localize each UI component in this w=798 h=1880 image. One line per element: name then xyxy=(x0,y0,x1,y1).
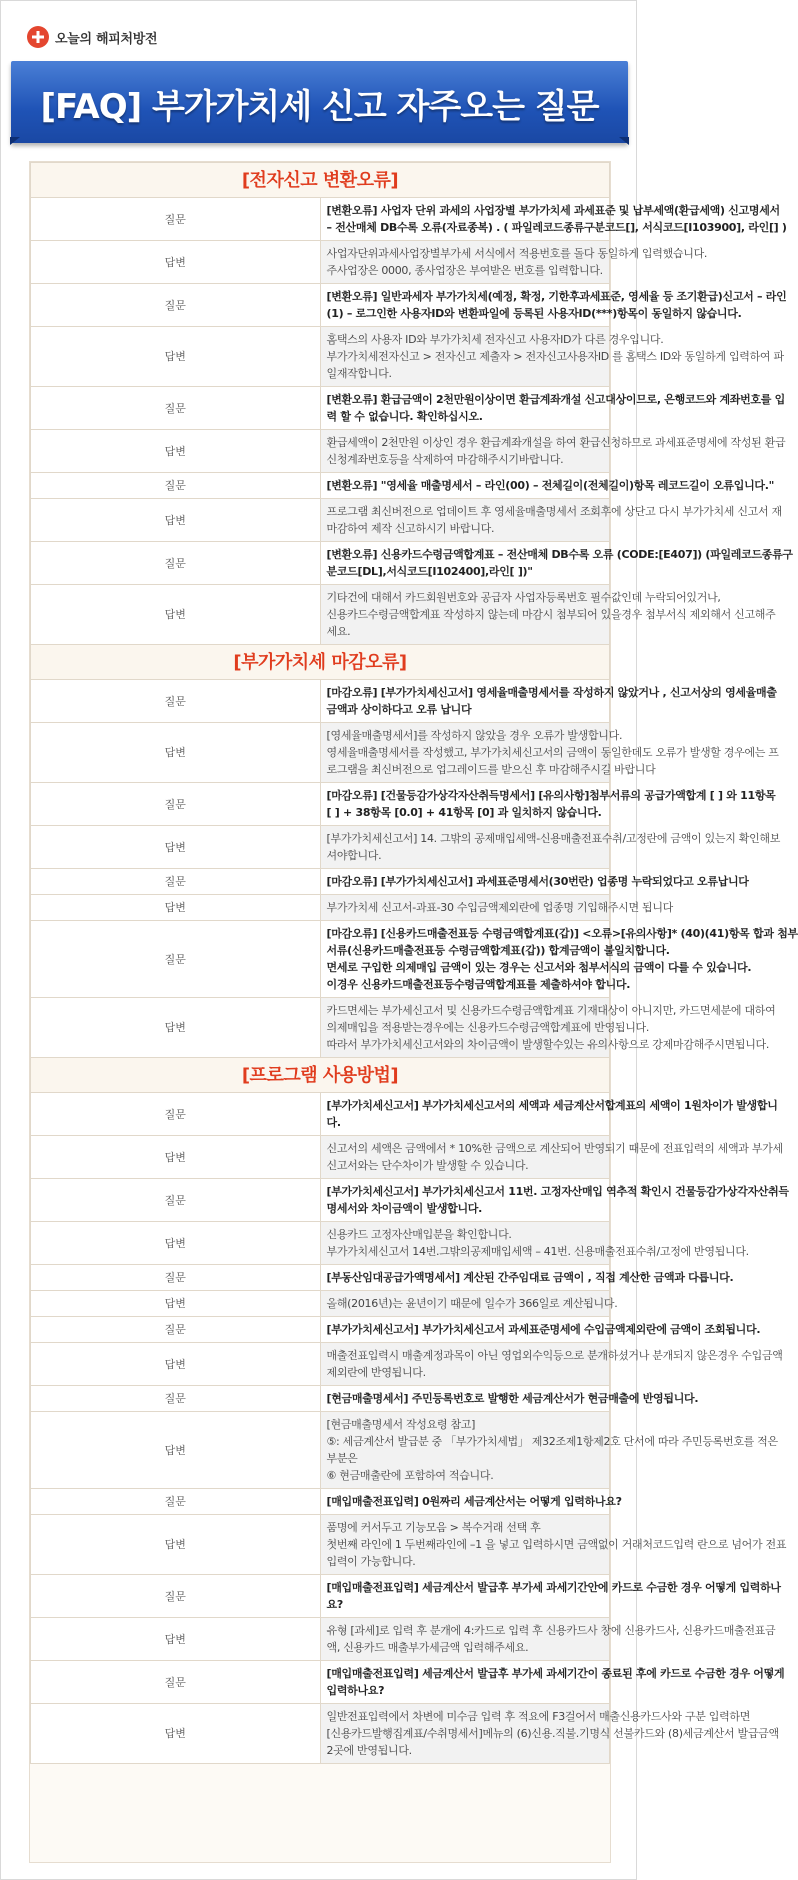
question-line: [변환오류] 환급금액이 2천만원이상이면 환급계좌개설 신고대상이므로, 은행코드와 계좌번호를 입 xyxy=(326,393,785,406)
question-text xyxy=(320,1179,789,1222)
answer-label: 답변 xyxy=(31,327,321,387)
question-text xyxy=(320,1489,622,1515)
question-row xyxy=(31,1386,610,1412)
question-text xyxy=(320,1265,734,1291)
question-row xyxy=(31,1317,610,1343)
answer-text xyxy=(320,430,786,473)
question-text xyxy=(320,542,793,585)
question-line: [매입매출전표입력] 세금계산서 발급후 부가세 과세기간이 종료된 후에 카드로 수금한 경우 어떻게 xyxy=(326,1667,785,1680)
answer-row xyxy=(31,998,610,1058)
question-line: 요? xyxy=(326,1598,343,1611)
answer-line: 유형 [과세]로 입력 후 분개에 4:카드로 입력 후 신용카드사 창에 신용카드사, 신용카드매출전표금 xyxy=(326,1624,776,1637)
question-text xyxy=(320,387,785,430)
question-line: 금액과 상이하다고 오류 납니다 xyxy=(326,703,472,716)
question-line: 다. xyxy=(326,1116,341,1129)
answer-text xyxy=(320,1704,779,1764)
answer-line: [신용카드발행집계표/수취명세서]메뉴의 (6)신용.직불.기명식 선불카드와 (8)세금계산서 발급금액 xyxy=(326,1727,779,1740)
answer-text xyxy=(320,1618,776,1661)
answer-line: 홈택스의 사용자 ID와 부가가치세 전자신고 사용자ID가 다른 경우입니다. xyxy=(326,333,664,346)
question-line: [매입매출전표입력] 0원짜리 세금계산서는 어떻게 입력하나요? xyxy=(326,1495,622,1508)
answer-line: 세요. xyxy=(326,625,351,638)
answer-text xyxy=(320,895,673,921)
answer-line: 품명에 커서두고 기능모음 > 복수거래 선택 후 xyxy=(326,1521,541,1534)
answer-row xyxy=(31,430,610,473)
question-line: 입력하나요? xyxy=(326,1684,385,1697)
answer-line: 기타건에 대해서 카드회원번호와 공급자 사업자등록번호 필수값인데 누락되어있거나, xyxy=(326,591,721,604)
answer-label: 답변 xyxy=(31,430,321,473)
answer-line: 신고서와는 단수차이가 발생할 수 있습니다. xyxy=(326,1159,529,1172)
question-line: 서류(신용카드매출전표등 수령금액합계표(갑)) 합계금액이 불일치합니다. xyxy=(326,944,670,957)
top-label xyxy=(27,25,157,49)
answer-line: 매출전표입력시 매출계정과목이 아닌 영업외수익등으로 분개하셨거나 분개되지 않은경우 수입금액 xyxy=(326,1349,783,1362)
answer-line: 프로그램 최신버전으로 업데이트 후 영세율매출명세서 조회후에 상단고 다시 부가가치세 신고서 재 xyxy=(326,505,782,518)
question-line: [부동산임대공급가액명세서] 계산된 간주임대료 금액이 , 직접 계산한 금액과 다릅니다. xyxy=(326,1271,734,1284)
answer-line: 신고서의 세액은 금액에서 * 10%한 금액으로 계산되어 반영되기 때문에 전표입력의 세액과 부가세 xyxy=(326,1142,783,1155)
question-text xyxy=(320,783,776,826)
answer-row xyxy=(31,1704,610,1764)
question-line: [마감오류] [부가가치세신고서] 영세율매출명세서를 작성하지 않았거나 , 신고서상의 영세율매출 xyxy=(326,686,777,699)
answer-line: 일반전표입력에서 차변에 미수금 입력 후 적요에 F3걸어서 매출신용카드사와 구분 입력하면 xyxy=(326,1710,751,1723)
answer-text xyxy=(320,998,776,1058)
answer-label: 답변 xyxy=(31,1515,321,1575)
answer-row xyxy=(31,585,610,645)
answer-line: [영세율매출명세서]를 작성하지 않았을 경우 오류가 발생합니다. xyxy=(326,729,623,742)
question-text xyxy=(320,1317,761,1343)
question-label: 질문 xyxy=(31,198,321,241)
answer-text xyxy=(320,499,782,542)
question-label: 질문 xyxy=(31,1661,321,1704)
answer-line: [부가가치세신고서] 14. 그밖의 공제매입세액-신용매출전표수취/고정란에 금액이 있는지 확인해보 xyxy=(326,832,781,845)
question-text xyxy=(320,1093,778,1136)
answer-text xyxy=(320,826,781,869)
answer-line: 액, 신용카드 매출부가세금액 입력해주세요. xyxy=(326,1641,529,1654)
question-line: [변환오류] 신용카드수령금액합계표 – 전산매체 DB수록 오류 (CODE:[E407]) (파일레코드종류구 xyxy=(326,548,793,561)
question-row xyxy=(31,387,610,430)
section-title: [프로그램 사용방법] xyxy=(31,1058,610,1093)
section-header-row xyxy=(31,1058,610,1093)
question-line: 면세로 구입한 의제매입 금액이 있는 경우는 신고서와 첨부서식의 금액이 다를 수 있습니다. xyxy=(326,961,752,974)
question-line: [변환오류] 일반과세자 부가가치세(예정, 확정, 기한후과세표준, 영세율 등 조기환급)신고서 – 라인 xyxy=(326,290,787,303)
question-line: [부가가치세신고서] 부가가치세신고서 11번. 고정자산매입 역추적 확인시 건물등감가상각자산취득 xyxy=(326,1185,789,1198)
question-row xyxy=(31,1265,610,1291)
question-line: [부가가치세신고서] 부가가치세신고서 과세표준명세에 수입금액제외란에 금액이 조회됩니다. xyxy=(326,1323,761,1336)
question-row xyxy=(31,1661,610,1704)
section-title: [전자신고 변환오류] xyxy=(31,163,610,198)
question-line: [변환오류] "영세율 매출명세서 – 라인(00) – 전체길이(전체길이)항목 레코드길이 오류입니다." xyxy=(326,479,775,492)
question-row xyxy=(31,921,610,998)
question-text xyxy=(320,198,787,241)
answer-label: 답변 xyxy=(31,895,321,921)
answer-line: 올해(2016년)는 윤년이기 때문에 일수가 366일로 계산됩니다. xyxy=(326,1297,618,1310)
question-line: [변환오류] 사업자 단위 과세의 사업장별 부가가치세 과세표준 및 납부세액(환급세액) 신고명세서 xyxy=(326,204,780,217)
question-row xyxy=(31,1489,610,1515)
answer-line: 2곳에 반영됩니다. xyxy=(326,1744,412,1757)
answer-text xyxy=(320,327,784,387)
answer-text xyxy=(320,241,708,284)
section-title: [부가가치세 마감오류] xyxy=(31,645,610,680)
answer-text xyxy=(320,1412,778,1489)
answer-label: 답변 xyxy=(31,1412,321,1489)
question-line: 명세서와 차이금액이 발생합니다. xyxy=(326,1202,483,1215)
answer-line: 신용카드수령금액합계표 작성하지 않는데 마감시 첨부되어 있을경우 첨부서식 제외해서 신고해주 xyxy=(326,608,776,621)
question-line: 력 할 수 없습니다. 확인하십시오. xyxy=(326,410,483,423)
answer-line: ⑥ 현금매출란에 포함하여 적습니다. xyxy=(326,1469,494,1482)
answer-row xyxy=(31,1291,610,1317)
question-text xyxy=(320,869,749,895)
answer-line: 첫번째 라인에 1 두번째라인에 –1 을 넣고 입력하시면 금액없이 거래처코드입력 란으로 넘어가 전표 xyxy=(326,1538,787,1551)
answer-line: 부분은 xyxy=(326,1452,358,1465)
question-line: [매입매출전표입력] 세금계산서 발급후 부가세 과세기간안에 카드로 수금한 경우 어떻게 입력하나 xyxy=(326,1581,781,1594)
question-row xyxy=(31,869,610,895)
answer-text xyxy=(320,585,776,645)
answer-row xyxy=(31,327,610,387)
question-row xyxy=(31,542,610,585)
question-label: 질문 xyxy=(31,869,321,895)
section-header-row xyxy=(31,163,610,198)
answer-label: 답변 xyxy=(31,1291,321,1317)
answer-row xyxy=(31,826,610,869)
answer-label: 답변 xyxy=(31,1343,321,1386)
question-text xyxy=(320,473,775,499)
answer-line: 신청계좌번호등을 삭제하여 마감해주시기바랍니다. xyxy=(326,453,564,466)
question-row xyxy=(31,1575,610,1618)
answer-label: 답변 xyxy=(31,826,321,869)
question-line: [마감오류] [건물등감가상각자산취득명세서] [유의사항]첨부서류의 공급가액합계 [ ] 와 11항목 xyxy=(326,789,776,802)
question-text xyxy=(320,1661,785,1704)
answer-row xyxy=(31,241,610,284)
answer-label: 답변 xyxy=(31,1136,321,1179)
question-label: 질문 xyxy=(31,921,321,998)
question-text xyxy=(320,680,777,723)
answer-label: 답변 xyxy=(31,1618,321,1661)
answer-row xyxy=(31,499,610,542)
question-line: (1) – 로그인한 사용자ID와 변환파일에 등록된 사용자ID(***)항목이 동일하지 않습니다. xyxy=(326,307,742,320)
answer-row xyxy=(31,1136,610,1179)
question-label: 질문 xyxy=(31,1179,321,1222)
answer-line: 입력이 가능합니다. xyxy=(326,1555,416,1568)
answer-row xyxy=(31,1618,610,1661)
answer-text xyxy=(320,1222,749,1265)
question-line: [현금매출명세서] 주민등록번호로 발행한 세금계산서가 현금매출에 반영됩니다. xyxy=(326,1392,699,1405)
question-label: 질문 xyxy=(31,1265,321,1291)
answer-line: 사업자단위과세사업장별부가세 서식에서 적용번호를 돌다 동일하게 입력했습니다. xyxy=(326,247,708,260)
question-row xyxy=(31,783,610,826)
question-label: 질문 xyxy=(31,680,321,723)
answer-label: 답변 xyxy=(31,1704,321,1764)
question-label: 질문 xyxy=(31,387,321,430)
question-row xyxy=(31,1093,610,1136)
answer-line: 부가가치세전자신고 > 전자신고 제출자 > 전자신고사용자ID 를 홈택스 ID와 동일하게 입력하여 파 xyxy=(326,350,784,363)
answer-line: 부가가치세신고서 14번.그밖의공제매입세액 – 41번. 신용매출전표수취/고정에 반영됩니다. xyxy=(326,1245,749,1258)
question-label: 질문 xyxy=(31,542,321,585)
answer-row xyxy=(31,1222,610,1265)
page-title: [FAQ] 부가가치세 신고 자주오는 질문 xyxy=(40,87,599,127)
answer-line: 영세율매출명세서를 작성했고, 부가가치세신고서의 금액이 동일한데도 오류가 발생할 경우에는 프 xyxy=(326,746,779,759)
answer-text xyxy=(320,1343,783,1386)
question-text xyxy=(320,1386,699,1412)
title-banner xyxy=(11,61,628,143)
answer-line: 신용카드 고정자산매입분을 확인합니다. xyxy=(326,1228,512,1241)
question-label: 질문 xyxy=(31,1093,321,1136)
answer-text xyxy=(320,1515,787,1575)
answer-line: 일재작합니다. xyxy=(326,367,392,380)
question-row xyxy=(31,1179,610,1222)
question-label: 질문 xyxy=(31,1489,321,1515)
answer-text xyxy=(320,1136,783,1179)
answer-label: 답변 xyxy=(31,585,321,645)
answer-line: ⑤: 세금계산서 발급분 중 「부가가치세법」 제32조제1항제2호 단서에 따라 주민등록번호를 적은 xyxy=(326,1435,778,1448)
answer-label: 답변 xyxy=(31,998,321,1058)
question-line: [마감오류] [신용카드매출전표등 수령금액합계표(갑)] <오류>[유의사항]* (40)(41)항목 합과 첨부 xyxy=(326,927,798,940)
question-line: [ ] + 38항목 [0.0] + 41항목 [0] 과 일치하지 않습니다. xyxy=(326,806,602,819)
faq-table xyxy=(30,162,798,1764)
answer-row xyxy=(31,1515,610,1575)
question-text xyxy=(320,284,787,327)
answer-line: 의제매입을 적용받는경우에는 신용카드수령금액합계표에 반영됩니다. xyxy=(326,1021,650,1034)
plus-icon xyxy=(27,26,49,48)
answer-row xyxy=(31,895,610,921)
question-text xyxy=(320,921,798,998)
answer-line: 환급세액이 2천만원 이상인 경우 환급계좌개설을 하여 환급신청하므로 과세표준명세에 작성된 환급 xyxy=(326,436,786,449)
question-row xyxy=(31,198,610,241)
answer-label: 답변 xyxy=(31,1222,321,1265)
question-row xyxy=(31,680,610,723)
answer-row xyxy=(31,1412,610,1489)
answer-line: 따라서 부가가치세신고서와의 차이금액이 발생할수있는 유의사항으로 강제마감해주시면됩니다. xyxy=(326,1038,770,1051)
answer-line: 부가가치세 신고서-과표-30 수입금액제외란에 업종명 기입해주시면 됩니다 xyxy=(326,901,673,914)
answer-line: 마감하여 제작 신고하시기 바랍니다. xyxy=(326,522,495,535)
answer-line: 로그램을 최신버전으로 업그레이드를 받으신 후 마감해주시길 바랍니다 xyxy=(326,763,656,776)
answer-line: [현금매출명세서 작성요령 참고] xyxy=(326,1418,476,1431)
question-row xyxy=(31,473,610,499)
question-label: 질문 xyxy=(31,473,321,499)
answer-line: 셔야합니다. xyxy=(326,849,382,862)
question-line: 분코드[DL],서식코드[I102400],라인[ ])" xyxy=(326,565,533,578)
question-label: 질문 xyxy=(31,783,321,826)
question-line: 이경우 신용카드매출전표등수령금액합계표를 제출하셔야 합니다. xyxy=(326,978,631,991)
question-label: 질문 xyxy=(31,1575,321,1618)
question-line: [부가가치세신고서] 부가가치세신고서의 세액과 세금계산서합계표의 세액이 1원차이가 발생합니 xyxy=(326,1099,778,1112)
answer-text xyxy=(320,1291,618,1317)
answer-line: 카드면세는 부가세신고서 및 신용카드수령금액합계표 기재대상이 아니지만, 카드면세분에 대하여 xyxy=(326,1004,776,1017)
question-label: 질문 xyxy=(31,1386,321,1412)
answer-label: 답변 xyxy=(31,241,321,284)
question-row xyxy=(31,284,610,327)
answer-line: 주사업장은 0000, 종사업장은 부여받은 번호를 입력합니다. xyxy=(326,264,603,277)
answer-row xyxy=(31,1343,610,1386)
question-line: [마감오류] [부가가치세신고서] 과세표준명세서(30번란) 업종명 누락되었다고 오류납니다 xyxy=(326,875,749,888)
answer-row xyxy=(31,723,610,783)
question-line: – 전산매체 DB수록 오류(자료종복) . ( 파일레코드종류구분코드[], 서식코드[I103900], 라인[] ) xyxy=(326,221,787,234)
answer-label: 답변 xyxy=(31,499,321,542)
answer-text xyxy=(320,723,779,783)
top-label-text: 오늘의 해피처방전 xyxy=(55,31,158,47)
answer-line: 제외란에 반영됩니다. xyxy=(326,1366,426,1379)
faq-content xyxy=(29,161,798,1863)
question-text xyxy=(320,1575,781,1618)
answer-label: 답변 xyxy=(31,723,321,783)
question-label: 질문 xyxy=(31,284,321,327)
question-label: 질문 xyxy=(31,1317,321,1343)
section-header-row xyxy=(31,645,610,680)
